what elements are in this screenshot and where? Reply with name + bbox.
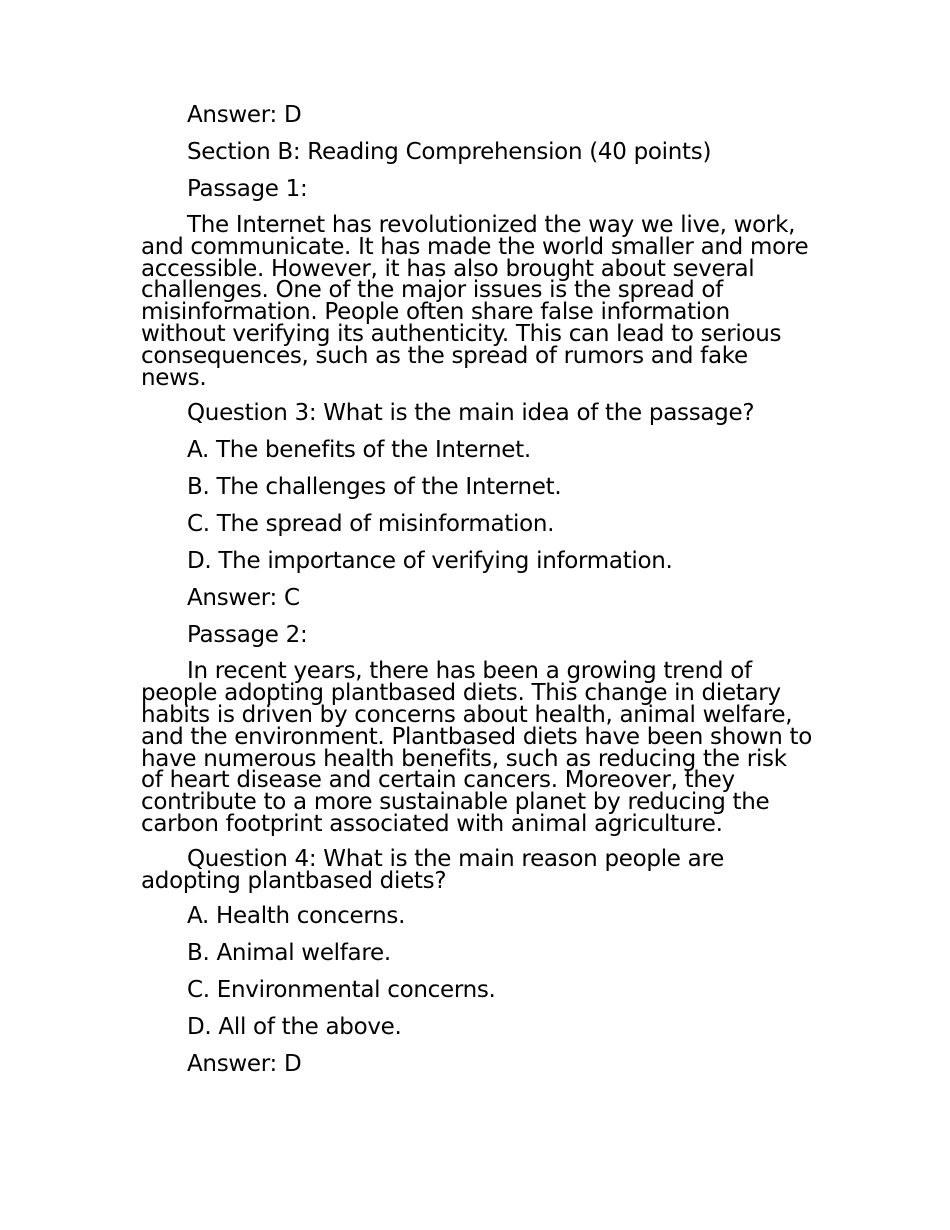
answer-q3: Answer: C	[187, 585, 300, 612]
question-4: Question 4: What is the main reason people are adopting plantbased diets?	[141, 845, 724, 894]
q4-option-b: B. Animal welfare.	[187, 940, 391, 967]
answer-q2: Answer: D	[187, 102, 302, 128]
q4-option-d: D. All of the above.	[187, 1014, 402, 1041]
q3-option-b: B. The challenges of the Internet.	[187, 474, 562, 501]
q4-option-a: A. Health concerns.	[187, 903, 406, 930]
answer-q4: Answer: D	[187, 1051, 302, 1078]
q3-option-c: C. The spread of misinformation.	[187, 511, 555, 538]
passage-2-text: In recent years, there has been a growing trend of people adopting plantbased diets. This change in dietary habits is driven by concerns about health, animal welfare, and the environment. Plantbased diets have been shown to have numerous health benefits, such as reducing the risk of heart disease and certain cancers. Moreover, they contribute to a more sustainable planet by reducing the carbon footprint associated with animal agriculture.	[141, 658, 813, 837]
passage-1-text: The Internet has revolutionized the way we live, work, and communicate. It has made the world smaller and more accessible. However, it has also brought about several challenges. One of the major issues is the spread of misinformation. People often share false information without verifying its authenticity. This can lead to serious consequences, such as the spread of rumors and fake news.	[141, 212, 809, 391]
passage-1-heading: Passage 1:	[187, 176, 308, 202]
passage-2-heading: Passage 2:	[187, 622, 308, 649]
section-heading: Section B: Reading Comprehension (40 points)	[187, 139, 712, 165]
q3-option-a: A. The benefits of the Internet.	[187, 437, 531, 464]
q4-option-c: C. Environmental concerns.	[187, 977, 496, 1004]
q3-option-d: D. The importance of verifying information.	[187, 548, 673, 575]
question-3: Question 3: What is the main idea of the passage?	[187, 400, 755, 427]
document-body	[141, 102, 813, 1088]
